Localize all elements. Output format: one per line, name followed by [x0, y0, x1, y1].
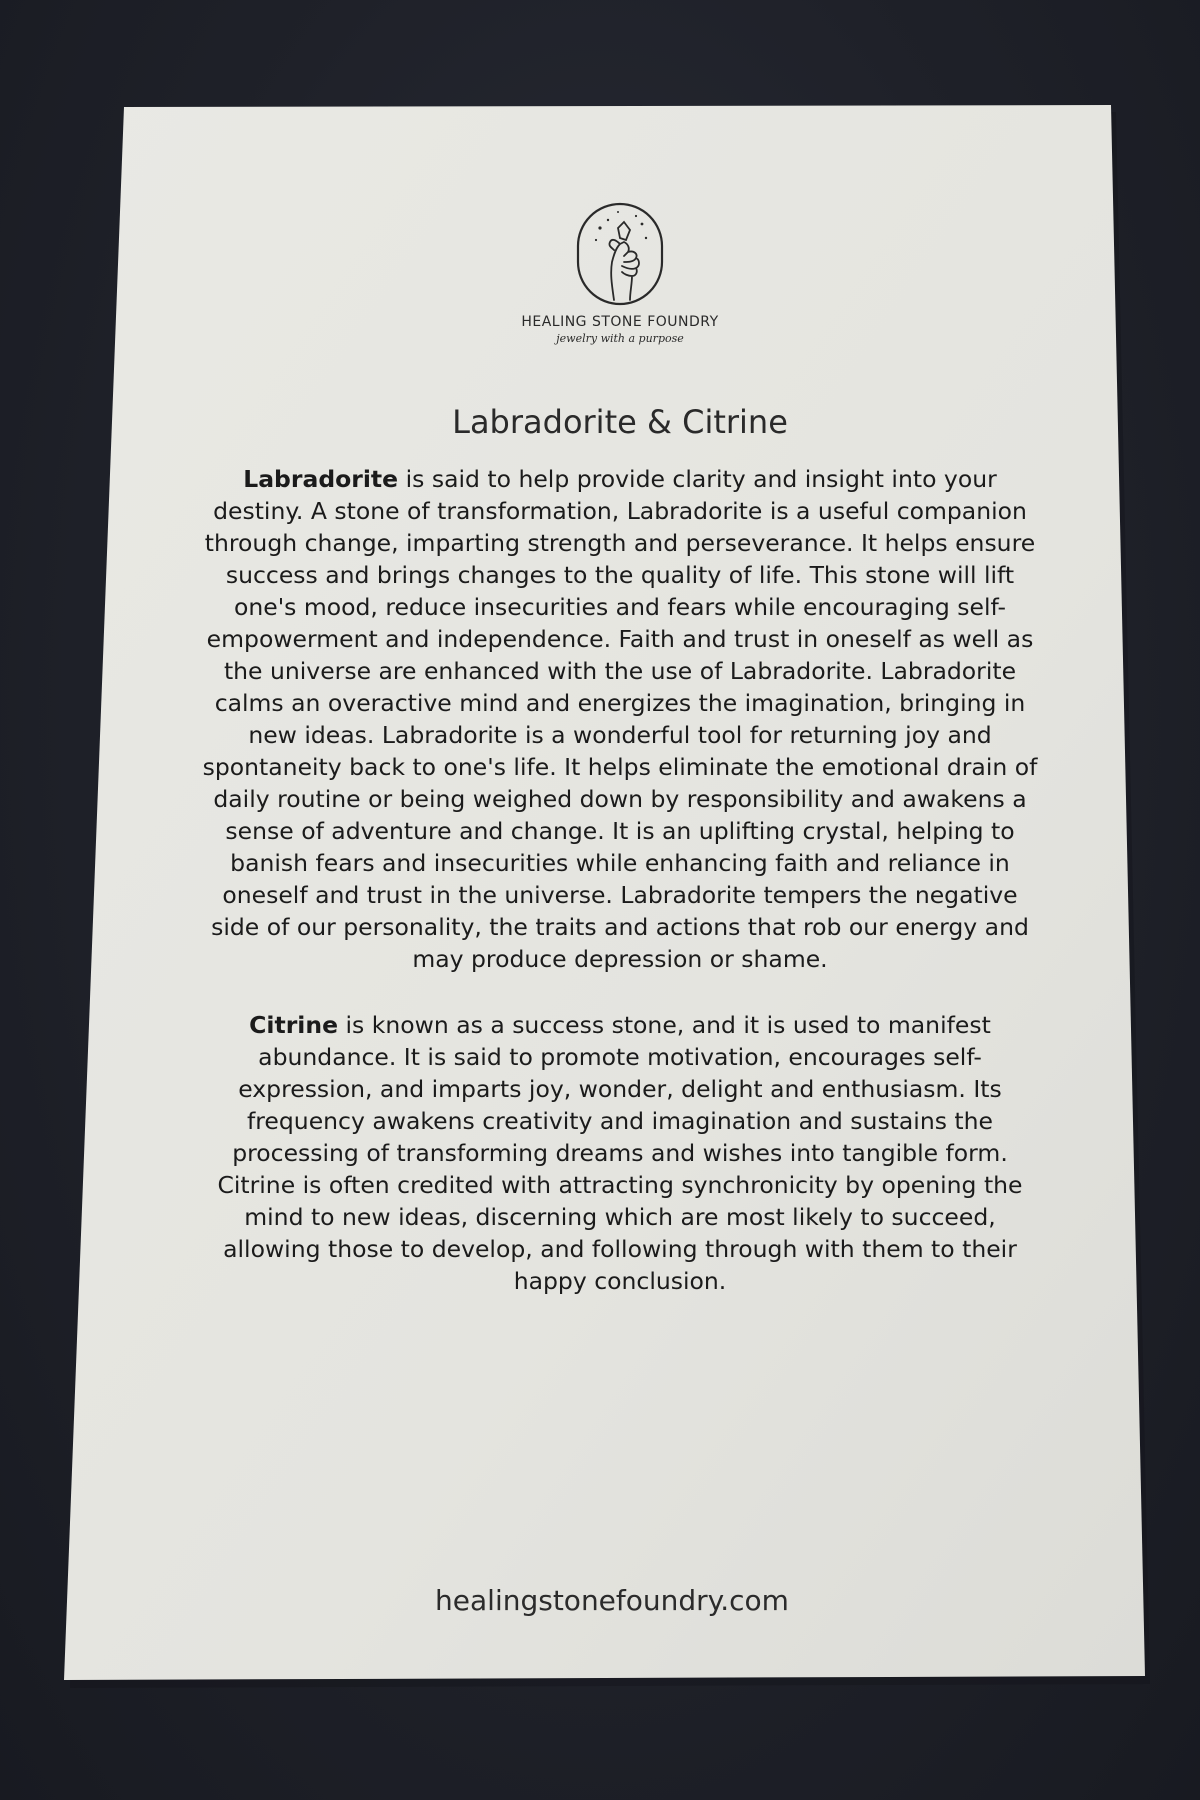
website-text: healingstonefoundry.com	[435, 1584, 789, 1617]
card-content	[180, 200, 1060, 1297]
citrine-body: is known as a success stone, and it is used to manifest abundance. It is said to promote motivation, encourages self-expression, and imparts joy, wonder, delight and enthusiasm. Its frequency awakens creativity and imagination and sustains the processing of transforming dreams and wishes into tangible form. Citrine is often credited with attracting synchronicity by opening the mind to new ideas, discerning which are most likely to succeed, allowing those to develop, and following through with them to their happy conclusion.	[217, 1011, 1023, 1295]
brand-name: HEALING STONE FOUNDRY	[521, 314, 719, 330]
website-footer	[0, 1584, 1200, 1617]
citrine-lead: Citrine	[249, 1011, 339, 1039]
citrine-paragraph	[195, 1009, 1045, 1297]
hand-holding-crystal-icon	[570, 200, 670, 310]
labradorite-lead: Labradorite	[243, 465, 399, 493]
brand-tagline: jewelry with a purpose	[556, 332, 684, 345]
labradorite-paragraph	[195, 463, 1045, 975]
labradorite-body: is said to help provide clarity and insight into your destiny. A stone of transformation, Labradorite is a useful companion through change, imparting strength and perseverance. It helps ensure success and brings changes to the quality of life. This stone will lift one's mood, reduce insecurities and fears while encouraging self-empowerment and independence. Faith and trust in oneself as well as the universe are enhanced with the use of Labradorite. Labradorite calms an overactive mind and energizes the imagination, bringing in new ideas. Labradorite is a wonderful tool for returning joy and spontaneity back to one's life. It helps eliminate the emotional drain of daily routine or being weighed down by responsibility and awakens a sense of adventure and change. It is an uplifting crystal, helping to banish fears and insecurities while enhancing faith and reliance in oneself and trust in the universe. Labradorite tempers the negative side of our personality, the traits and actions that rob our energy and may produce depression or shame.	[202, 465, 1038, 973]
card-title: Labradorite & Citrine	[452, 403, 788, 441]
